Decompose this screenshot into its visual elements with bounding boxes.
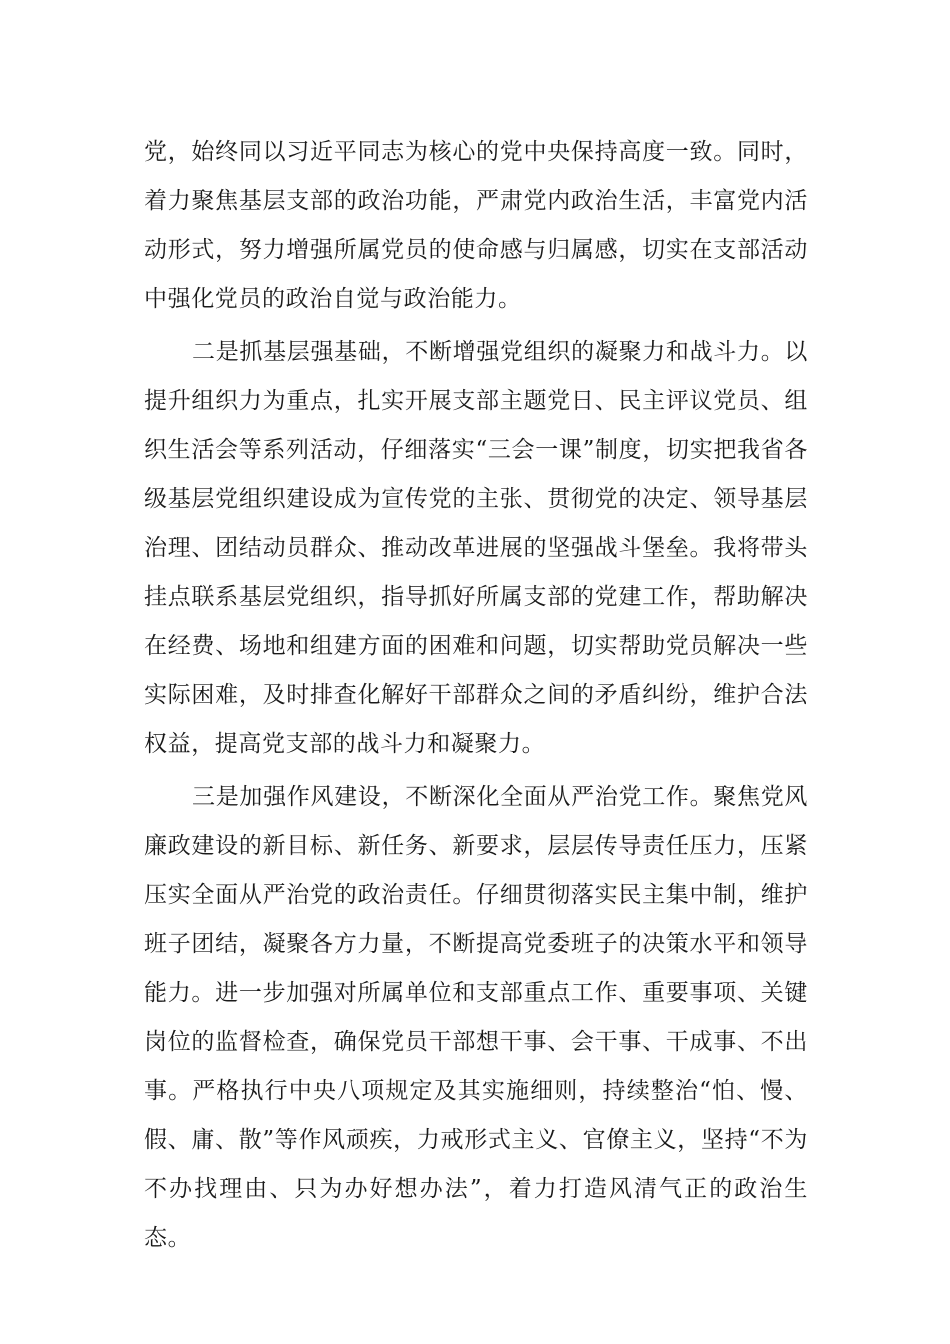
paragraph-grassroots: 二是抓基层强基础，不断增强党组织的凝聚力和战斗力。以提升组织力为重点，扎实开展支部主题党日、民主评议党员、组织生活会等系列活动，仔细落实“三会一课”制度，切实把我省各级基层党组织建设成为宣传党的主张、贯彻党的决定、领导基层治理、团结动员群众、推动改革进展的坚强战斗堡垒。我将带头挂点联系基层党组织，指导抓好所属支部的党建工作，帮助解决在经费、场地和组建方面的困难和问题，切实帮助党员解决一些实际困难，及时排查化解好干部群众之间的矛盾纠纷，维护合法权益，提高党支部的战斗力和凝聚力。: [144, 339, 808, 757]
paragraph-work-style: 三是加强作风建设，不断深化全面从严治党工作。聚焦党风廉政建设的新目标、新任务、新要求，层层传导责任压力，压紧压实全面从严治党的政治责任。仔细贯彻落实民主集中制，维护班子团结，凝聚各方力量，不断提高党委班子的决策水平和领导能力。进一步加强对所属单位和支部重点工作、重要事项、关键岗位的监督检查，确保党员干部想干事、会干事、干成事、不出事。严格执行中央八项规定及其实施细则，持续整治“怕、慢、假、庸、散”等作风顽疾，力戒形式主义、官僚主义，坚持“不为不办找理由、只为办好想办法”，着力打造风清气正的政治生态。: [144, 784, 808, 1251]
paragraph-continuation: 党，始终同以习近平同志为核心的党中央保持高度一致。同时，着力聚焦基层支部的政治功能，严肃党内政治生活，丰富党内活动形式，努力增强所属党员的使命感与归属感，切实在支部活动中强化党员的政治自觉与政治能力。: [144, 139, 808, 312]
document-body: [144, 128, 808, 1267]
